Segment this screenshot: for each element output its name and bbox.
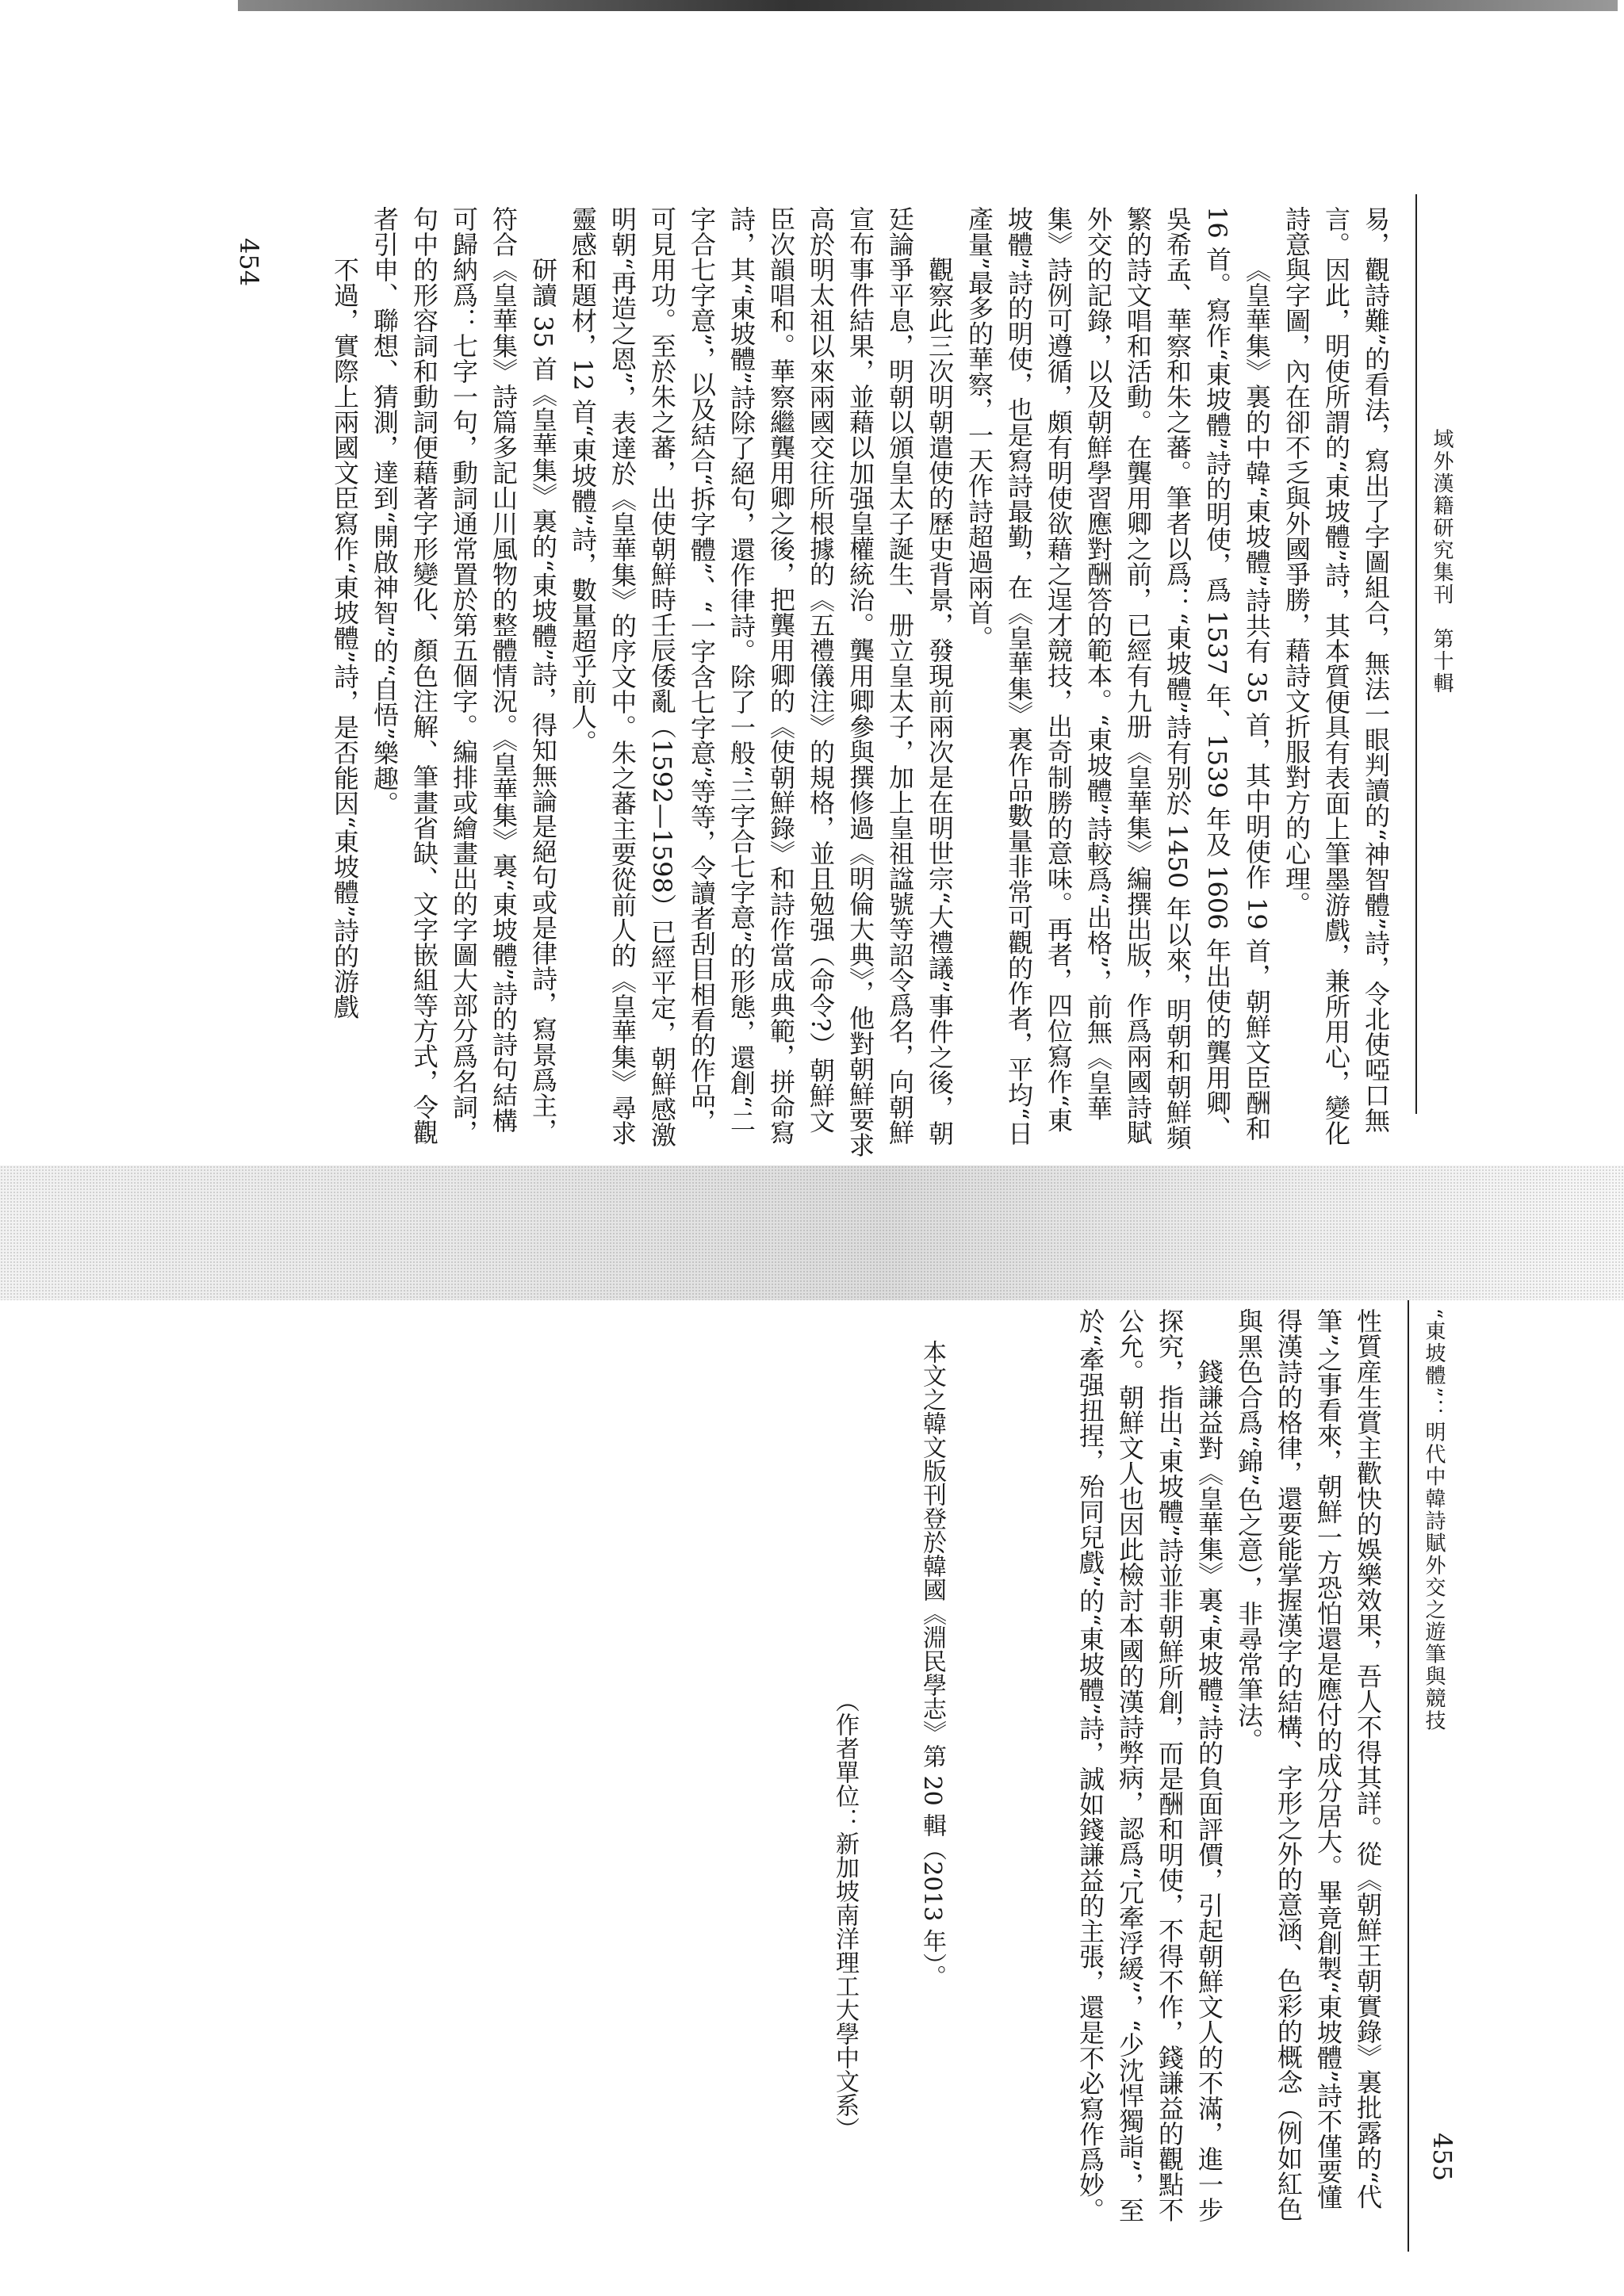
page-number: 455	[1427, 2133, 1457, 2182]
paragraph: 性質産生賞主歡快的娛樂效果，吾人不得其詳。從《朝鮮王朝實錄》裏批露的“代筆”之事看來，朝鮮一方恐怕還是應付的成分居大。畢竟創製“東坡體”詩不僅要懂得漢詩的格律，還要能掌握漢字的結構、字形之外的意涵、色彩的概念（例如紅色與黑色合爲“錦”色之意），非尋常筆法。	[1234, 1308, 1383, 2221]
paragraph: 研讀 35 首《皇華集》裏的“東坡體”詩，得知無論是絕句或是律詩，寫景爲主，符合《皇華集》詩篇多記山川風物的整體情況。《皇華集》裏“東坡體”詩的詩句結構可歸納爲：七字一句，動詞通常置於第五個字。編排或繪畫出的字圖大部分爲名詞，句中的形容詞和動詞便藉著字形變化、顏色注解、筆畫省缺、文字嵌組等方式，令觀者引申、聯想、猜測，達到“開啟神智”的“自悟”樂趣。	[370, 206, 558, 1145]
running-head: 域外漢籍研究集刊 第十輯	[1430, 428, 1454, 695]
page-number: 454	[234, 238, 264, 287]
author-affiliation: （作者單位：新加坡南洋理工大學中文系）	[831, 1689, 859, 2141]
paragraph: 觀察此三次明朝遣使的歷史背景，發現前兩次是在明世宗“大禮議”事件之後，朝廷論爭平息，明朝以頒皇太子誕生、册立皇太子，加上皇祖諡號等詔令爲名，向朝鮮宣布事件結果，並藉以加强皇權統治。龔用卿參與撰修過《明倫大典》，他對朝鮮要求高於明太祖以來兩國交往所根據的《五禮儀注》的規格，並且勉强（命令?）朝鮮文臣次韻唱和。華察繼龔用卿之後，把龔用卿的《使朝鮮錄》和詩作當成典範，拼命寫詩，其“東坡體”詩除了絕句，還作律詩。除了一般“三字合七字意”的形態，還創“二字合七字意”，以及結合“拆字體”、“一字含七字意”等等，令讀者刮目相看的作品，可見用功。至於朱之蕃，出使朝鮮時壬辰倭亂（1592—1598）已經平定，朝鮮感激明朝“再造之恩”，表達於《皇華集》的序文中。朱之蕃主要從前人的《皇華集》尋求靈感和題材，12 首“東坡體”詩，數量超乎前人。	[568, 206, 955, 1158]
page-454-body	[79, 206, 1396, 1158]
running-head: “東坡體”：明代中韓詩賦外交之遊筆與競技	[1422, 1308, 1446, 1732]
page-455	[0, 1213, 1624, 2296]
paragraph: 《皇華集》裏的中韓“東坡體”詩共有 35 首，其中明使作 19 首，朝鮮文臣酬和 16 首。寫作“東坡體”詩的明使，爲 1537 年、1539 年及 1606 年出使的龔用卿、吳希孟、華察和朱之蕃。筆者以爲：“東坡體”詩有别於 1450 年以來，明朝和朝鮮頻繁的詩文唱和活動。在龔用卿之前，已經有九册《皇華集》編撰出版，作爲兩國詩賦外交的記錄，以及朝鮮學習應對酬答的範本。“東坡體”詩較爲“出格”，前無《皇華集》詩例可遵循，頗有明使欲藉之逞才競技，出奇制勝的意味。再者，四位寫作“東坡體”詩的明使，也是寫詩最勤，在《皇華集》裏作品數量非常可觀的作者，平均“日產量”最多的華察，一天作詩超過兩首。	[964, 206, 1272, 1150]
header-rule	[1415, 194, 1417, 1114]
paragraph: 不過，實際上兩國文臣寫作“東坡體”詩，是否能因“東坡體”詩的游戲	[330, 257, 360, 1020]
publication-note: 本文之韓文版刊登於韓國《淵民學志》第 20 輯（2013 年）。	[918, 1340, 946, 1989]
paragraph: 錢謙益對《皇華集》裏“東坡體”詩的負面評價，引起朝鮮文人的不滿，進一步探究，指出“東坡體”詩並非朝鮮所創，而是酬和明使，不得不作，錢謙益的觀點不公允。朝鮮文人也因此檢討本國的漢詩弊病，認爲“冗牽浮緩”，“少沈悍獨詣”，至於“牽强扭捏，殆同兒戲”的“東坡體”詩，誠如錢謙益的主張，還是不必寫作爲妙。	[1075, 1308, 1224, 2223]
paragraph: 易，觀詩難”的看法，寫出了字圖組合，無法一眼判讀的“神智體”詩，令北使啞口無言。因此，明使所謂的“東坡體”詩，其本質便具有表面上筆墨游戲，兼所用心，變化詩意與字圖，內在卻不乏與外國爭勝，藉詩文折服對方的心理。	[1281, 206, 1391, 1146]
page-455-body	[1007, 1308, 1388, 2228]
header-rule	[1408, 1300, 1409, 2252]
